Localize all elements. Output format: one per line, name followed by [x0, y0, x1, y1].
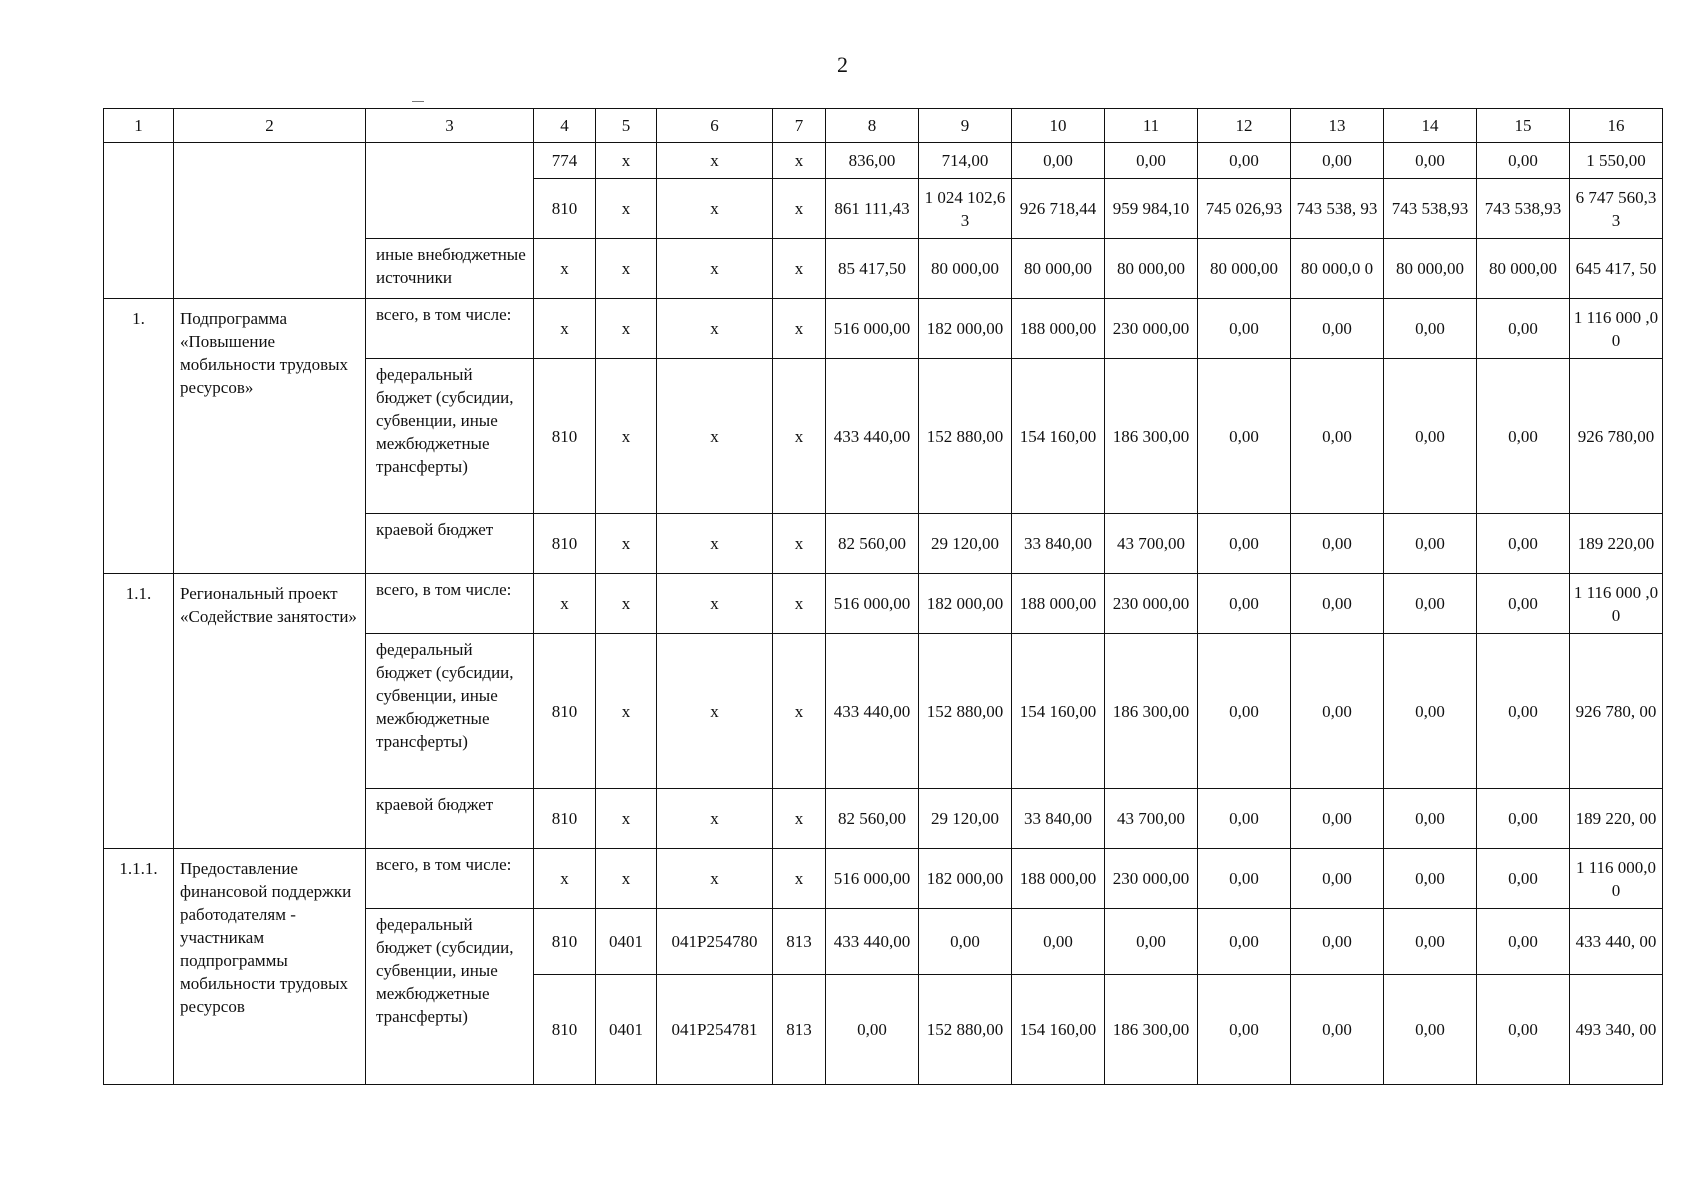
table-cell: 1 024 102,63 — [919, 179, 1012, 239]
table-cell: 743 538, 93 — [1291, 179, 1384, 239]
table-cell: x — [596, 514, 657, 574]
table-cell: 1 116 000 ,00 — [1570, 574, 1663, 634]
table-cell: 0,00 — [1198, 909, 1291, 975]
table-cell: 516 000,00 — [826, 299, 919, 359]
table-cell: x — [596, 179, 657, 239]
table-cell: 188 000,00 — [1012, 849, 1105, 909]
table-cell: x — [773, 634, 826, 789]
header-cell: 11 — [1105, 109, 1198, 143]
table-cell: 80 000,00 — [919, 239, 1012, 299]
table-cell: x — [534, 239, 596, 299]
table-cell: x — [657, 179, 773, 239]
table-cell: 745 026,93 — [1198, 179, 1291, 239]
table-cell: 182 000,00 — [919, 574, 1012, 634]
table-cell: 0,00 — [1477, 849, 1570, 909]
table-cell: x — [657, 789, 773, 849]
table-cell: x — [773, 359, 826, 514]
table-cell: 0,00 — [1291, 574, 1384, 634]
table-cell: x — [773, 239, 826, 299]
table-cell: 182 000,00 — [919, 849, 1012, 909]
table-cell: 810 — [534, 179, 596, 239]
table-cell: x — [657, 514, 773, 574]
header-cell: 13 — [1291, 109, 1384, 143]
table-cell: x — [534, 849, 596, 909]
table-cell: 0,00 — [1198, 849, 1291, 909]
table-cell: x — [657, 359, 773, 514]
table-cell: 43 700,00 — [1105, 514, 1198, 574]
table-cell: 189 220, 00 — [1570, 789, 1663, 849]
table-cell: x — [596, 299, 657, 359]
table-row — [104, 574, 1663, 634]
source-cell: краевой бюджет — [366, 514, 534, 574]
table-cell: 810 — [534, 975, 596, 1085]
table-cell: 810 — [534, 634, 596, 789]
source-cell: всего, в том числе: — [366, 574, 534, 634]
table-cell: 433 440,00 — [826, 359, 919, 514]
table-cell: 0,00 — [1384, 574, 1477, 634]
table-cell: x — [596, 634, 657, 789]
table-cell: 041P254781 — [657, 975, 773, 1085]
table-cell: 182 000,00 — [919, 299, 1012, 359]
table-cell: 813 — [773, 975, 826, 1085]
table-cell: 433 440,00 — [826, 634, 919, 789]
activity-name: Предоставление финансовой поддержки работодателям - участникам подпрограммы мобильности трудовых ресурсов — [174, 849, 366, 1085]
table-cell: 188 000,00 — [1012, 574, 1105, 634]
table-cell: 29 120,00 — [919, 789, 1012, 849]
table-cell: 0,00 — [1105, 143, 1198, 179]
header-cell: 14 — [1384, 109, 1477, 143]
table-cell: 154 160,00 — [1012, 975, 1105, 1085]
table-cell: x — [773, 179, 826, 239]
table-cell: 645 417, 50 — [1570, 239, 1663, 299]
header-cell: 7 — [773, 109, 826, 143]
table-cell: 926 718,44 — [1012, 179, 1105, 239]
table-cell: 85 417,50 — [826, 239, 919, 299]
table-cell: x — [596, 789, 657, 849]
table-cell: x — [657, 239, 773, 299]
table-cell: 0,00 — [1198, 634, 1291, 789]
header-cell: 15 — [1477, 109, 1570, 143]
table-cell: 80 000,00 — [1477, 239, 1570, 299]
header-cell: 12 — [1198, 109, 1291, 143]
table-cell: 152 880,00 — [919, 975, 1012, 1085]
header-cell: 4 — [534, 109, 596, 143]
table-cell: 80 000,00 — [1105, 239, 1198, 299]
source-cell: федеральный бюджет (субсидии, субвенции, иные межбюджетные трансферты) — [366, 359, 534, 514]
table-cell: x — [657, 299, 773, 359]
table-cell: x — [657, 634, 773, 789]
table-cell: 810 — [534, 909, 596, 975]
table-cell: 0,00 — [1384, 143, 1477, 179]
table-cell: 0,00 — [1105, 909, 1198, 975]
table-row — [104, 299, 1663, 359]
table-cell: x — [596, 239, 657, 299]
header-cell: 9 — [919, 109, 1012, 143]
table-cell: 810 — [534, 514, 596, 574]
table-cell: 774 — [534, 143, 596, 179]
table-cell: 0,00 — [1384, 975, 1477, 1085]
table-cell: 0,00 — [1384, 514, 1477, 574]
row-number: 1.1.1. — [104, 849, 174, 1085]
table-cell: 714,00 — [919, 143, 1012, 179]
table-cell: 0401 — [596, 909, 657, 975]
table-cell: 0,00 — [1291, 143, 1384, 179]
page-number: 2 — [837, 52, 848, 77]
table-cell: 516 000,00 — [826, 574, 919, 634]
table-cell: 0401 — [596, 975, 657, 1085]
table-cell: x — [773, 143, 826, 179]
table-cell: 6 747 560,33 — [1570, 179, 1663, 239]
table-cell: 0,00 — [1477, 514, 1570, 574]
row-number: 1.1. — [104, 574, 174, 849]
table-cell: 80 000,00 — [1012, 239, 1105, 299]
table-cell: 743 538,93 — [1384, 179, 1477, 239]
table-cell: x — [596, 359, 657, 514]
table-cell: 154 160,00 — [1012, 634, 1105, 789]
table-cell: 0,00 — [1477, 975, 1570, 1085]
row-number: 1. — [104, 299, 174, 574]
table-cell: 0,00 — [1477, 299, 1570, 359]
table-cell: 0,00 — [1198, 359, 1291, 514]
table-cell: 861 111,43 — [826, 179, 919, 239]
table-cell: 041P254780 — [657, 909, 773, 975]
header-cell: 16 — [1570, 109, 1663, 143]
table-cell: 0,00 — [1477, 634, 1570, 789]
table-cell: 959 984,10 — [1105, 179, 1198, 239]
table-cell — [366, 143, 534, 239]
table-cell: 230 000,00 — [1105, 299, 1198, 359]
table-cell: 0,00 — [1291, 514, 1384, 574]
table-cell: 188 000,00 — [1012, 299, 1105, 359]
table-cell: x — [596, 143, 657, 179]
table-cell: 0,00 — [1384, 909, 1477, 975]
table-cell: 0,00 — [1012, 909, 1105, 975]
table-cell: x — [534, 574, 596, 634]
table-cell: 0,00 — [1384, 299, 1477, 359]
table-cell: 230 000,00 — [1105, 574, 1198, 634]
table-cell: 80 000,00 — [1198, 239, 1291, 299]
table-cell: 82 560,00 — [826, 789, 919, 849]
table-cell: x — [773, 789, 826, 849]
table-cell: 154 160,00 — [1012, 359, 1105, 514]
table-cell: 516 000,00 — [826, 849, 919, 909]
table-cell: x — [657, 849, 773, 909]
table-cell: 0,00 — [826, 975, 919, 1085]
scan-mark — [412, 101, 424, 102]
table-cell: 80 000,00 — [1384, 239, 1477, 299]
table-cell: 0,00 — [1198, 789, 1291, 849]
table-cell — [104, 143, 174, 299]
source-cell: краевой бюджет — [366, 789, 534, 849]
table-cell: 0,00 — [1477, 143, 1570, 179]
table-cell: 0,00 — [1012, 143, 1105, 179]
project-name: Региональный проект «Содействие занятости» — [174, 574, 366, 849]
table-cell: 813 — [773, 909, 826, 975]
budget-table — [103, 108, 1663, 1085]
source-cell: федеральный бюджет (субсидии, субвенции, иные межбюджетные трансферты) — [366, 909, 534, 1085]
source-cell: всего, в том числе: — [366, 299, 534, 359]
table-cell: 33 840,00 — [1012, 789, 1105, 849]
table-cell: x — [773, 574, 826, 634]
table-cell — [174, 143, 366, 299]
table-cell: x — [596, 574, 657, 634]
table-cell: 186 300,00 — [1105, 359, 1198, 514]
table-cell: 152 880,00 — [919, 634, 1012, 789]
table-cell: 0,00 — [1198, 514, 1291, 574]
table-cell: 0,00 — [1291, 909, 1384, 975]
table-cell: 80 000,0 0 — [1291, 239, 1384, 299]
table-cell: x — [657, 574, 773, 634]
table-cell: 743 538,93 — [1477, 179, 1570, 239]
table-cell: 189 220,00 — [1570, 514, 1663, 574]
table-cell: x — [596, 849, 657, 909]
table-cell: 433 440,00 — [826, 909, 919, 975]
table-cell: 0,00 — [1198, 574, 1291, 634]
table-cell: 43 700,00 — [1105, 789, 1198, 849]
table-cell: 0,00 — [1291, 789, 1384, 849]
table-cell: 926 780,00 — [1570, 359, 1663, 514]
table-cell: 1 116 000,00 — [1570, 849, 1663, 909]
table-cell: 230 000,00 — [1105, 849, 1198, 909]
table-cell: 0,00 — [1384, 359, 1477, 514]
header-cell: 8 — [826, 109, 919, 143]
table-cell: 0,00 — [1198, 975, 1291, 1085]
source-cell: федеральный бюджет (субсидии, субвенции, иные межбюджетные трансферты) — [366, 634, 534, 789]
table-cell: 926 780, 00 — [1570, 634, 1663, 789]
table-cell: 0,00 — [1384, 634, 1477, 789]
table-cell: 0,00 — [1477, 359, 1570, 514]
table-cell: 186 300,00 — [1105, 634, 1198, 789]
header-cell: 2 — [174, 109, 366, 143]
header-cell: 10 — [1012, 109, 1105, 143]
source-cell: всего, в том числе: — [366, 849, 534, 909]
table-cell: 0,00 — [1291, 359, 1384, 514]
table-cell: 0,00 — [1198, 143, 1291, 179]
table-cell: 29 120,00 — [919, 514, 1012, 574]
table-cell: x — [534, 299, 596, 359]
subprogram-name: Подпрограмма «Повышение мобильности трудовых ресурсов» — [174, 299, 366, 574]
table-cell: 493 340, 00 — [1570, 975, 1663, 1085]
table-cell: 0,00 — [1477, 789, 1570, 849]
header-cell: 1 — [104, 109, 174, 143]
header-row — [104, 109, 1663, 143]
table-cell: 810 — [534, 359, 596, 514]
table-cell: 82 560,00 — [826, 514, 919, 574]
table-cell: x — [773, 849, 826, 909]
header-cell: 5 — [596, 109, 657, 143]
table-cell: 33 840,00 — [1012, 514, 1105, 574]
table-cell: 186 300,00 — [1105, 975, 1198, 1085]
source-cell: иные внебюджетные источники — [366, 239, 534, 299]
table-cell: 152 880,00 — [919, 359, 1012, 514]
table-cell: 0,00 — [1477, 574, 1570, 634]
table-cell: 0,00 — [1291, 975, 1384, 1085]
table-cell: 0,00 — [1291, 849, 1384, 909]
table-row — [104, 849, 1663, 909]
table-row — [104, 143, 1663, 179]
table-cell: 1 116 000 ,00 — [1570, 299, 1663, 359]
table-cell: x — [773, 514, 826, 574]
table-cell: 0,00 — [1384, 849, 1477, 909]
table-cell: x — [773, 299, 826, 359]
header-cell: 6 — [657, 109, 773, 143]
table-cell: x — [657, 143, 773, 179]
table-cell: 433 440, 00 — [1570, 909, 1663, 975]
table-cell: 0,00 — [919, 909, 1012, 975]
table-cell: 1 550,00 — [1570, 143, 1663, 179]
table-cell: 0,00 — [1291, 634, 1384, 789]
table-cell: 0,00 — [1198, 299, 1291, 359]
table-cell: 0,00 — [1477, 909, 1570, 975]
table-cell: 836,00 — [826, 143, 919, 179]
table-cell: 0,00 — [1384, 789, 1477, 849]
header-cell: 3 — [366, 109, 534, 143]
table-cell: 0,00 — [1291, 299, 1384, 359]
table-cell: 810 — [534, 789, 596, 849]
